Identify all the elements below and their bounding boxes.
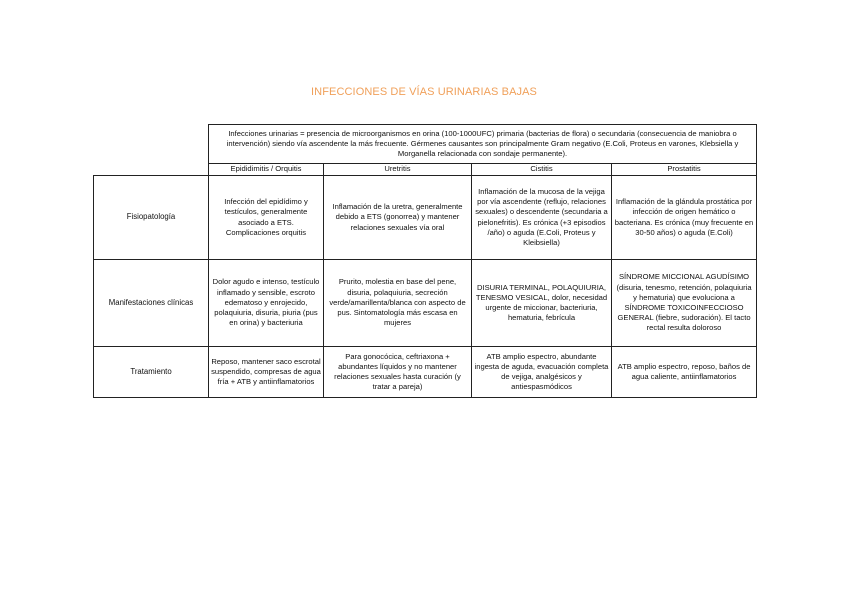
table-cell: DISURIA TERMINAL, POLAQUIURIA, TENESMO VESICAL, dolor, necesidad urgente de miccionar, bacteriuria, hematuria, febrícula (472, 260, 612, 347)
table-cell: Infección del epidídimo y testículos, generalmente asociado a ETS. Complicaciones orquitis (209, 176, 324, 260)
table-cell: Inflamación de la uretra, generalmente debido a ETS (gonorrea) y mantener relaciones sexuales vía oral (324, 176, 472, 260)
column-header-uretritis: Uretritis (324, 164, 472, 176)
table-cell: Prurito, molestia en base del pene, disuria, polaquiuria, secreción verde/amarillenta/blanca con aspecto de pus. Sintomatología más escasa en mujeres (324, 260, 472, 347)
urinary-infections-table (93, 124, 757, 398)
row-header-fisiopatologia: Fisiopatología (94, 176, 209, 260)
table-cell: Dolor agudo e intenso, testículo inflamado y sensible, escroto edematoso y enrojecido, polaquiuria, disuria, piuria (pus en orina) y bacteriuria (209, 260, 324, 347)
table-cell: Reposo, mantener saco escrotal suspendido, compresas de agua fría + ATB y antiinflamatorios (209, 347, 324, 398)
column-header-cistitis: Cistitis (472, 164, 612, 176)
table-row (94, 176, 757, 260)
table-cell: SÍNDROME MICCIONAL AGUDÍSIMO (disuria, tenesmo, retención, polaquiuria y hematuria) que evoluciona a SÍNDROME TOXICOINFECCIOSO GENERAL (fiebre, sudoración). El tacto rectal resulta doloroso (612, 260, 757, 347)
row-header-manifestaciones: Manifestaciones clínicas (94, 260, 209, 347)
table-row (94, 347, 757, 398)
table-cell: Inflamación de la mucosa de la vejiga por vía ascendente (reflujo, relaciones sexuales) o descendente (secundaria a pielonefritis). Es crónica (+3 episodios /año) o aguda (E.Coli, Proteus y Kleibsiella) (472, 176, 612, 260)
table-cell: ATB amplio espectro, reposo, baños de agua caliente, antiinflamatorios (612, 347, 757, 398)
page-title: INFECCIONES DE VÍAS URINARIAS BAJAS (311, 86, 537, 98)
intro-text: Infecciones urinarias = presencia de microorganismos en orina (100-1000UFC) primaria (bacterias de flora) o secundaria (consecuencia de maniobra o intervención) siendo vía ascendente la más frecuente. Gérmenes causantes son principalmente Gram negativo (E.Coli, Proteus en varones, Klebsiella y Morganella relacionada con sondaje permanente). (209, 125, 757, 164)
table-row (94, 260, 757, 347)
column-header-prostatitis: Prostatitis (612, 164, 757, 176)
row-header-tratamiento: Tratamiento (94, 347, 209, 398)
column-header-epididimitis: Epididimitis / Orquitis (209, 164, 324, 176)
corner-cell (94, 125, 209, 176)
table-cell: Inflamación de la glándula prostática por infección de origen hemático o bacteriana. Es crónica (muy frecuente en 30-50 años) o aguda (E.Coli) (612, 176, 757, 260)
table-cell: ATB amplio espectro, abundante ingesta de aguda, evacuación completa de vejiga, analgésicos y antiespasmódicos (472, 347, 612, 398)
table-cell: Para gonocócica, ceftriaxona + abundantes líquidos y no mantener relaciones sexuales hasta curación (y tratar a pareja) (324, 347, 472, 398)
